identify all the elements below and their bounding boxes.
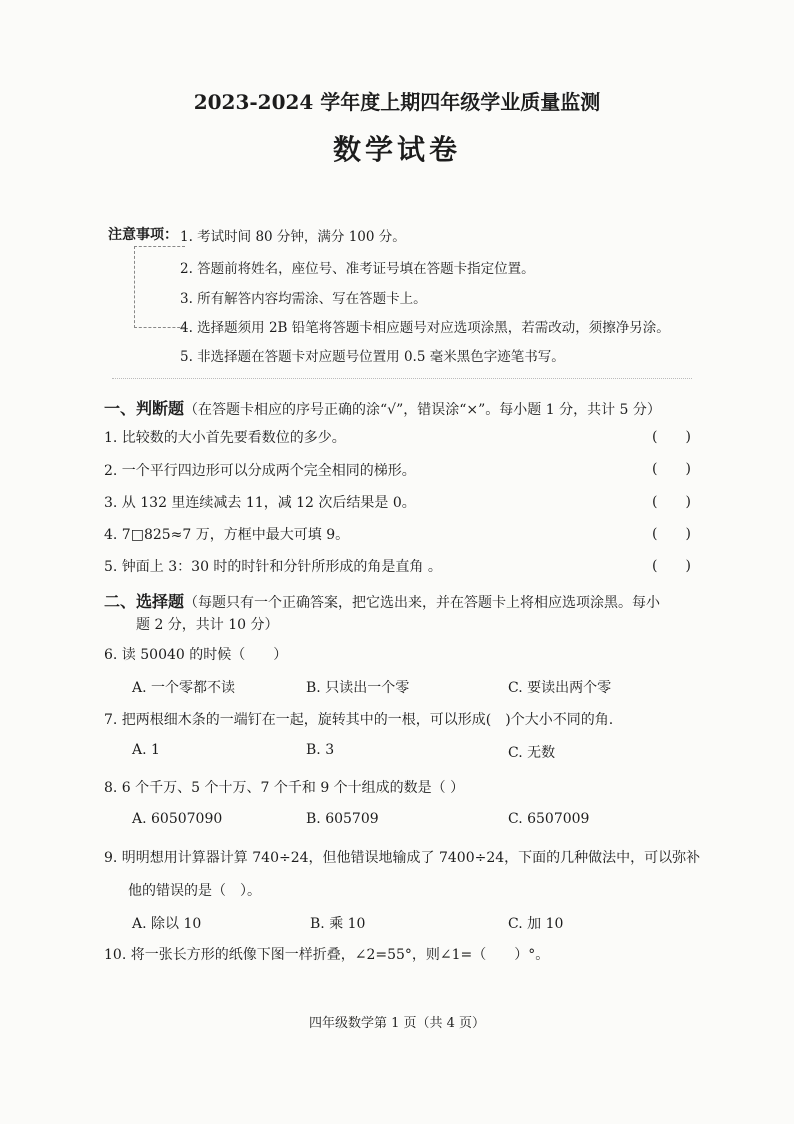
section-2-desc-cont: 题 2 分，共计 10 分） (136, 617, 279, 633)
page-footer: 四年级数学第 1 页（共 4 页） (308, 1016, 486, 1031)
q8-option-a: A. 60507090 (132, 811, 223, 827)
scan-artifact-line (112, 378, 692, 385)
question-9-cont: 他的错误的是（ ）。 (128, 883, 261, 899)
section-2-desc: （每题只有一个正确答案，把它选出来，并在答题卡上将相应选项涂黑。每小 (184, 595, 661, 611)
question-10: 10. 将一张长方形的纸像下图一样折叠，∠2=55°，则∠1=（ ）°。 (104, 947, 550, 963)
question-3: 3. 从 132 里连续减去 11，减 12 次后结果是 0。 (104, 495, 416, 511)
question-6: 6. 读 50040 的时候（ ） (104, 647, 288, 663)
question-4: 4. 7□825≈7 万，方框中最大可填 9。 (104, 527, 350, 543)
notice-item-2: 2. 答题前将姓名，座位号、准考证号填在答题卡指定位置。 (180, 261, 535, 277)
answer-paren-4: ( ) (652, 526, 691, 542)
answer-paren-2: ( ) (652, 461, 691, 477)
section-1-title: 一、判断题 (104, 399, 185, 418)
question-7: 7. 把两根细木条的一端钉在一起，旋转其中的一根，可以形成( )个大小不同的角. (104, 712, 614, 728)
section-2-title: 二、选择题 (104, 592, 185, 611)
notice-item-3: 3. 所有解答内容均需涂、写在答题卡上。 (180, 291, 427, 307)
q9-option-b: B. 乘 10 (310, 916, 366, 932)
section-1-heading (104, 396, 661, 419)
exam-subject-title: 数学试卷 (332, 133, 461, 166)
notice-item-4: 4. 选择题须用 2B 铅笔将答题卡相应题号对应选项涂黑，若需改动，须擦净另涂。 (180, 320, 670, 336)
answer-paren-1: ( ) (652, 429, 691, 445)
q6-option-b: B. 只读出一个零 (306, 680, 410, 696)
question-1: 1. 比较数的大小首先要看数位的多少。 (104, 430, 346, 446)
section-1-desc: （在答题卡相应的序号正确的涂“√”，错误涂“×”。每小题 1 分，共计 5 分） (184, 402, 661, 418)
exam-title: 2023-2024 学年度上期四年级学业质量监测 (193, 90, 601, 114)
question-8: 8. 6 个千万、5 个十万、7 个千和 9 个十组成的数是（ ） (104, 780, 465, 796)
q7-option-c: C. 无数 (508, 745, 556, 761)
answer-paren-5: ( ) (652, 558, 691, 574)
answer-paren-3: ( ) (652, 494, 691, 510)
q9-option-a: A. 除以 10 (132, 916, 202, 932)
notice-item-1: 1. 考试时间 80 分钟，满分 100 分。 (180, 229, 406, 245)
question-9: 9. 明明想用计算器计算 740÷24，但他错误地输成了 7400÷24，下面的几种做法中，可以弥补 (104, 850, 701, 866)
notice-item-5: 5. 非选择题在答题卡对应题号位置用 0.5 毫米黑色字迹笔书写。 (180, 349, 565, 365)
q7-option-a: A. 1 (132, 742, 160, 758)
question-5: 5. 钟面上 3：30 时的时针和分针所形成的角是直角 。 (104, 559, 442, 575)
q6-option-c: C. 要读出两个零 (508, 680, 612, 696)
section-2-heading (104, 589, 660, 612)
q7-option-b: B. 3 (306, 742, 335, 758)
q9-option-c: C. 加 10 (508, 916, 564, 932)
q8-option-c: C. 6507009 (508, 811, 590, 827)
question-2: 2. 一个平行四边形可以分成两个完全相同的梯形。 (104, 463, 416, 479)
q8-option-b: B. 605709 (306, 811, 379, 827)
notice-label: 注意事项： (108, 227, 178, 243)
dashed-box (134, 246, 185, 328)
q6-option-a: A. 一个零都不读 (132, 680, 236, 696)
